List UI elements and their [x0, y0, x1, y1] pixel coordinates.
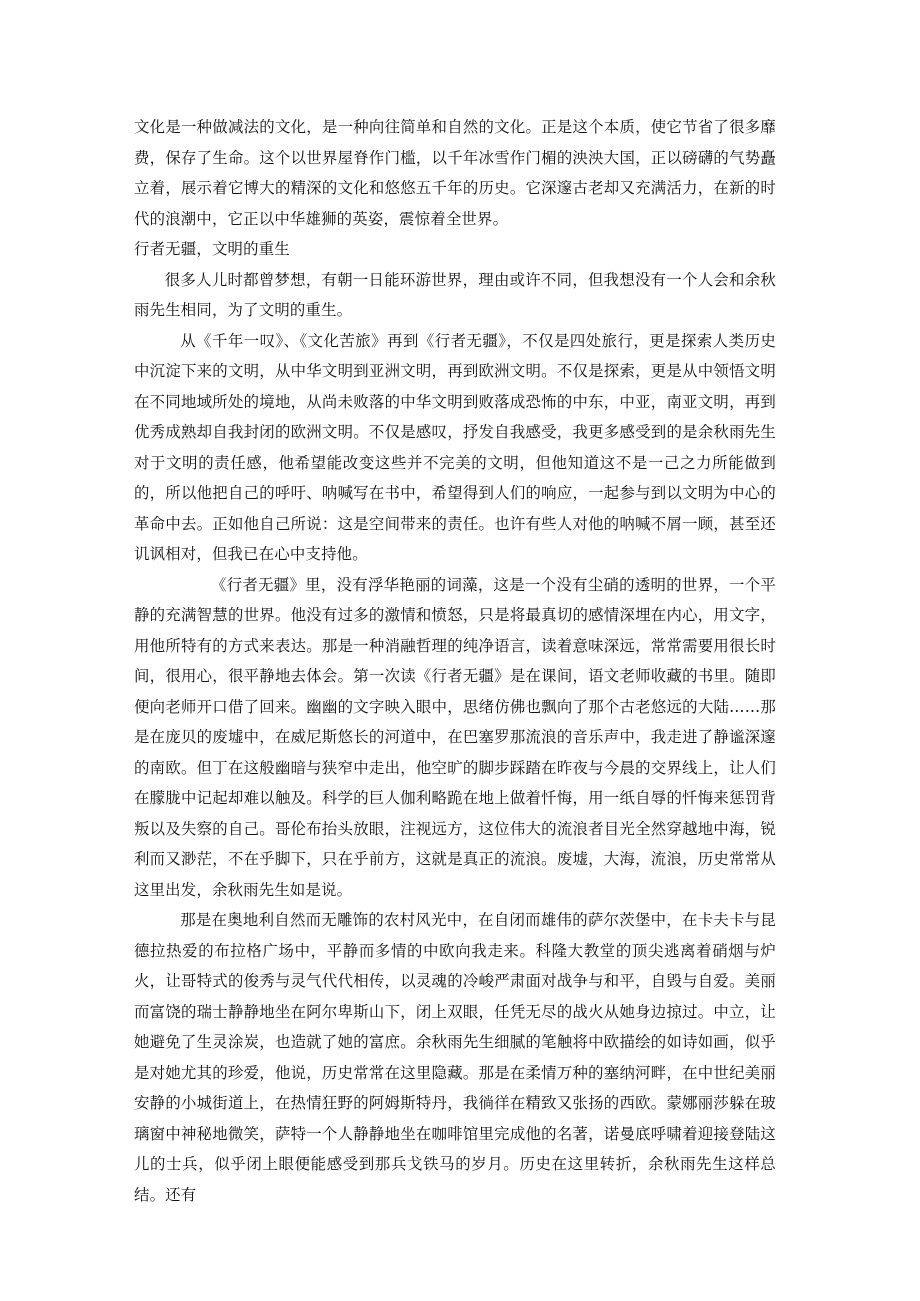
paragraph-intro: 文化是一种做减法的文化，是一种向往简单和自然的文化。正是这个本质，使它节省了很多靡费，保存了生命。这个以世界屋脊作门槛，以千年冰雪作门楣的泱泱大国，正以磅礴的气势矗立着，展示着它博大的精深的文化和悠悠五千年的历史。它深邃古老却又充满活力，在新的时代的浪潮中，它正以中华雄狮的英姿，震惊着全世界。	[134, 118, 776, 228]
section-heading: 行者无疆，文明的重生	[134, 240, 290, 258]
paragraph-dream: 很多人儿时都曾梦想，有朝一日能环游世界，理由或许不同，但我想没有一个人会和余秋雨先生相同，为了文明的重生。	[134, 270, 776, 319]
paragraph-southern-europe: 《行者无疆》里，没有浮华艳丽的词藻，这是一个没有尘硝的透明的世界，一个平静的充满智慧的世界。他没有过多的激情和愤怒，只是将最真切的感情深埋在内心，用文字，用他所特有的方式来表达。那是一种消融哲理的纯净语言，读着意味深远，常常需要用很长时间，很用心，很平静地去体会。第一次读《行者无疆》是在课间，语文老师收藏的书里。随即便向老师开口借了回来。幽幽的文字映入眼中，思绪仿佛也飘向了那个古老悠远的大陆……那是在庞贝的废墟中，在威尼斯悠长的河道中，在巴塞罗那流浪的音乐声中，我走进了静谧深邃的南欧。但丁在这般幽暗与狭窄中走出，他空旷的脚步踩踏在昨夜与今晨的交界线上，让人们在朦胧中记起却难以触及。科学的巨人伽利略跪在地上做着忏悔，用一纸自辱的忏悔来惩罚背叛以及失察的自己。哥伦布抬头放眼，注视远方，这位伟大的流浪者目光全然穿越地中海，锐利而又渺茫，不在乎脚下，只在乎前方，这就是真正的流浪。废墟，大海，流浪，历史常常从这里出发，余秋雨先生如是说。	[134, 575, 776, 899]
document-page	[134, 112, 776, 1210]
paragraph-central-europe: 那是在奥地利自然而无雕饰的农村风光中，在自闭而雄伟的萨尔茨堡中，在卡夫卡与昆德拉热爱的布拉格广场中，平静而多情的中欧向我走来。科隆大教堂的顶尖逃离着硝烟与炉火，让哥特式的俊秀与灵气代代相传，以灵魂的冷峻严肃面对战争与和平，自毁与自爱。美丽而富饶的瑞士静静地坐在阿尔卑斯山下，闭上双眼，任凭无尽的战火从她身边掠过。中立，让她避免了生灵涂炭，也造就了她的富庶。余秋雨先生细腻的笔触将中欧描绘的如诗如画，似乎是对她尤其的珍爱，他说，历史常常在这里隐藏。那是在柔情万种的塞纳河畔，在中世纪美丽安静的小城街道上，在热情狂野的阿姆斯特丹，我徜徉在精致又张扬的西欧。蒙娜丽莎躲在玻璃窗中神秘地微笑，萨特一个人静静地坐在咖啡馆里完成他的名著，诺曼底呼啸着迎接登陆这儿的士兵，似乎闭上眼便能感受到那兵戈铁马的岁月。历史在这里转折，余秋雨先生这样总结。还有	[134, 911, 776, 1204]
paragraph-civilization: 从《千年一叹》、《文化苦旅》再到《行者无疆》，不仅是四处旅行，更是探索人类历史中沉淀下来的文明，从中华文明到亚洲文明，再到欧洲文明。不仅是探索，更是从中领悟文明在不同地域所处的境地，从尚未败落的中华文明到败落成恐怖的中东，中亚，南亚文明，再到优秀成熟却自我封闭的欧洲文明。不仅是感叹，抒发自我感受，我更多感受到的是余秋雨先生对于文明的责任感，他希望能改变这些并不完美的文明，但他知道这不是一己之力所能做到的，所以他把自己的呼吁、呐喊写在书中，希望得到人们的响应，一起参与到以文明为中心的革命中去。正如他自己所说：这是空间带来的责任。也许有些人对他的呐喊不屑一顾，甚至还讥讽相对，但我已在心中支持他。	[134, 331, 776, 563]
